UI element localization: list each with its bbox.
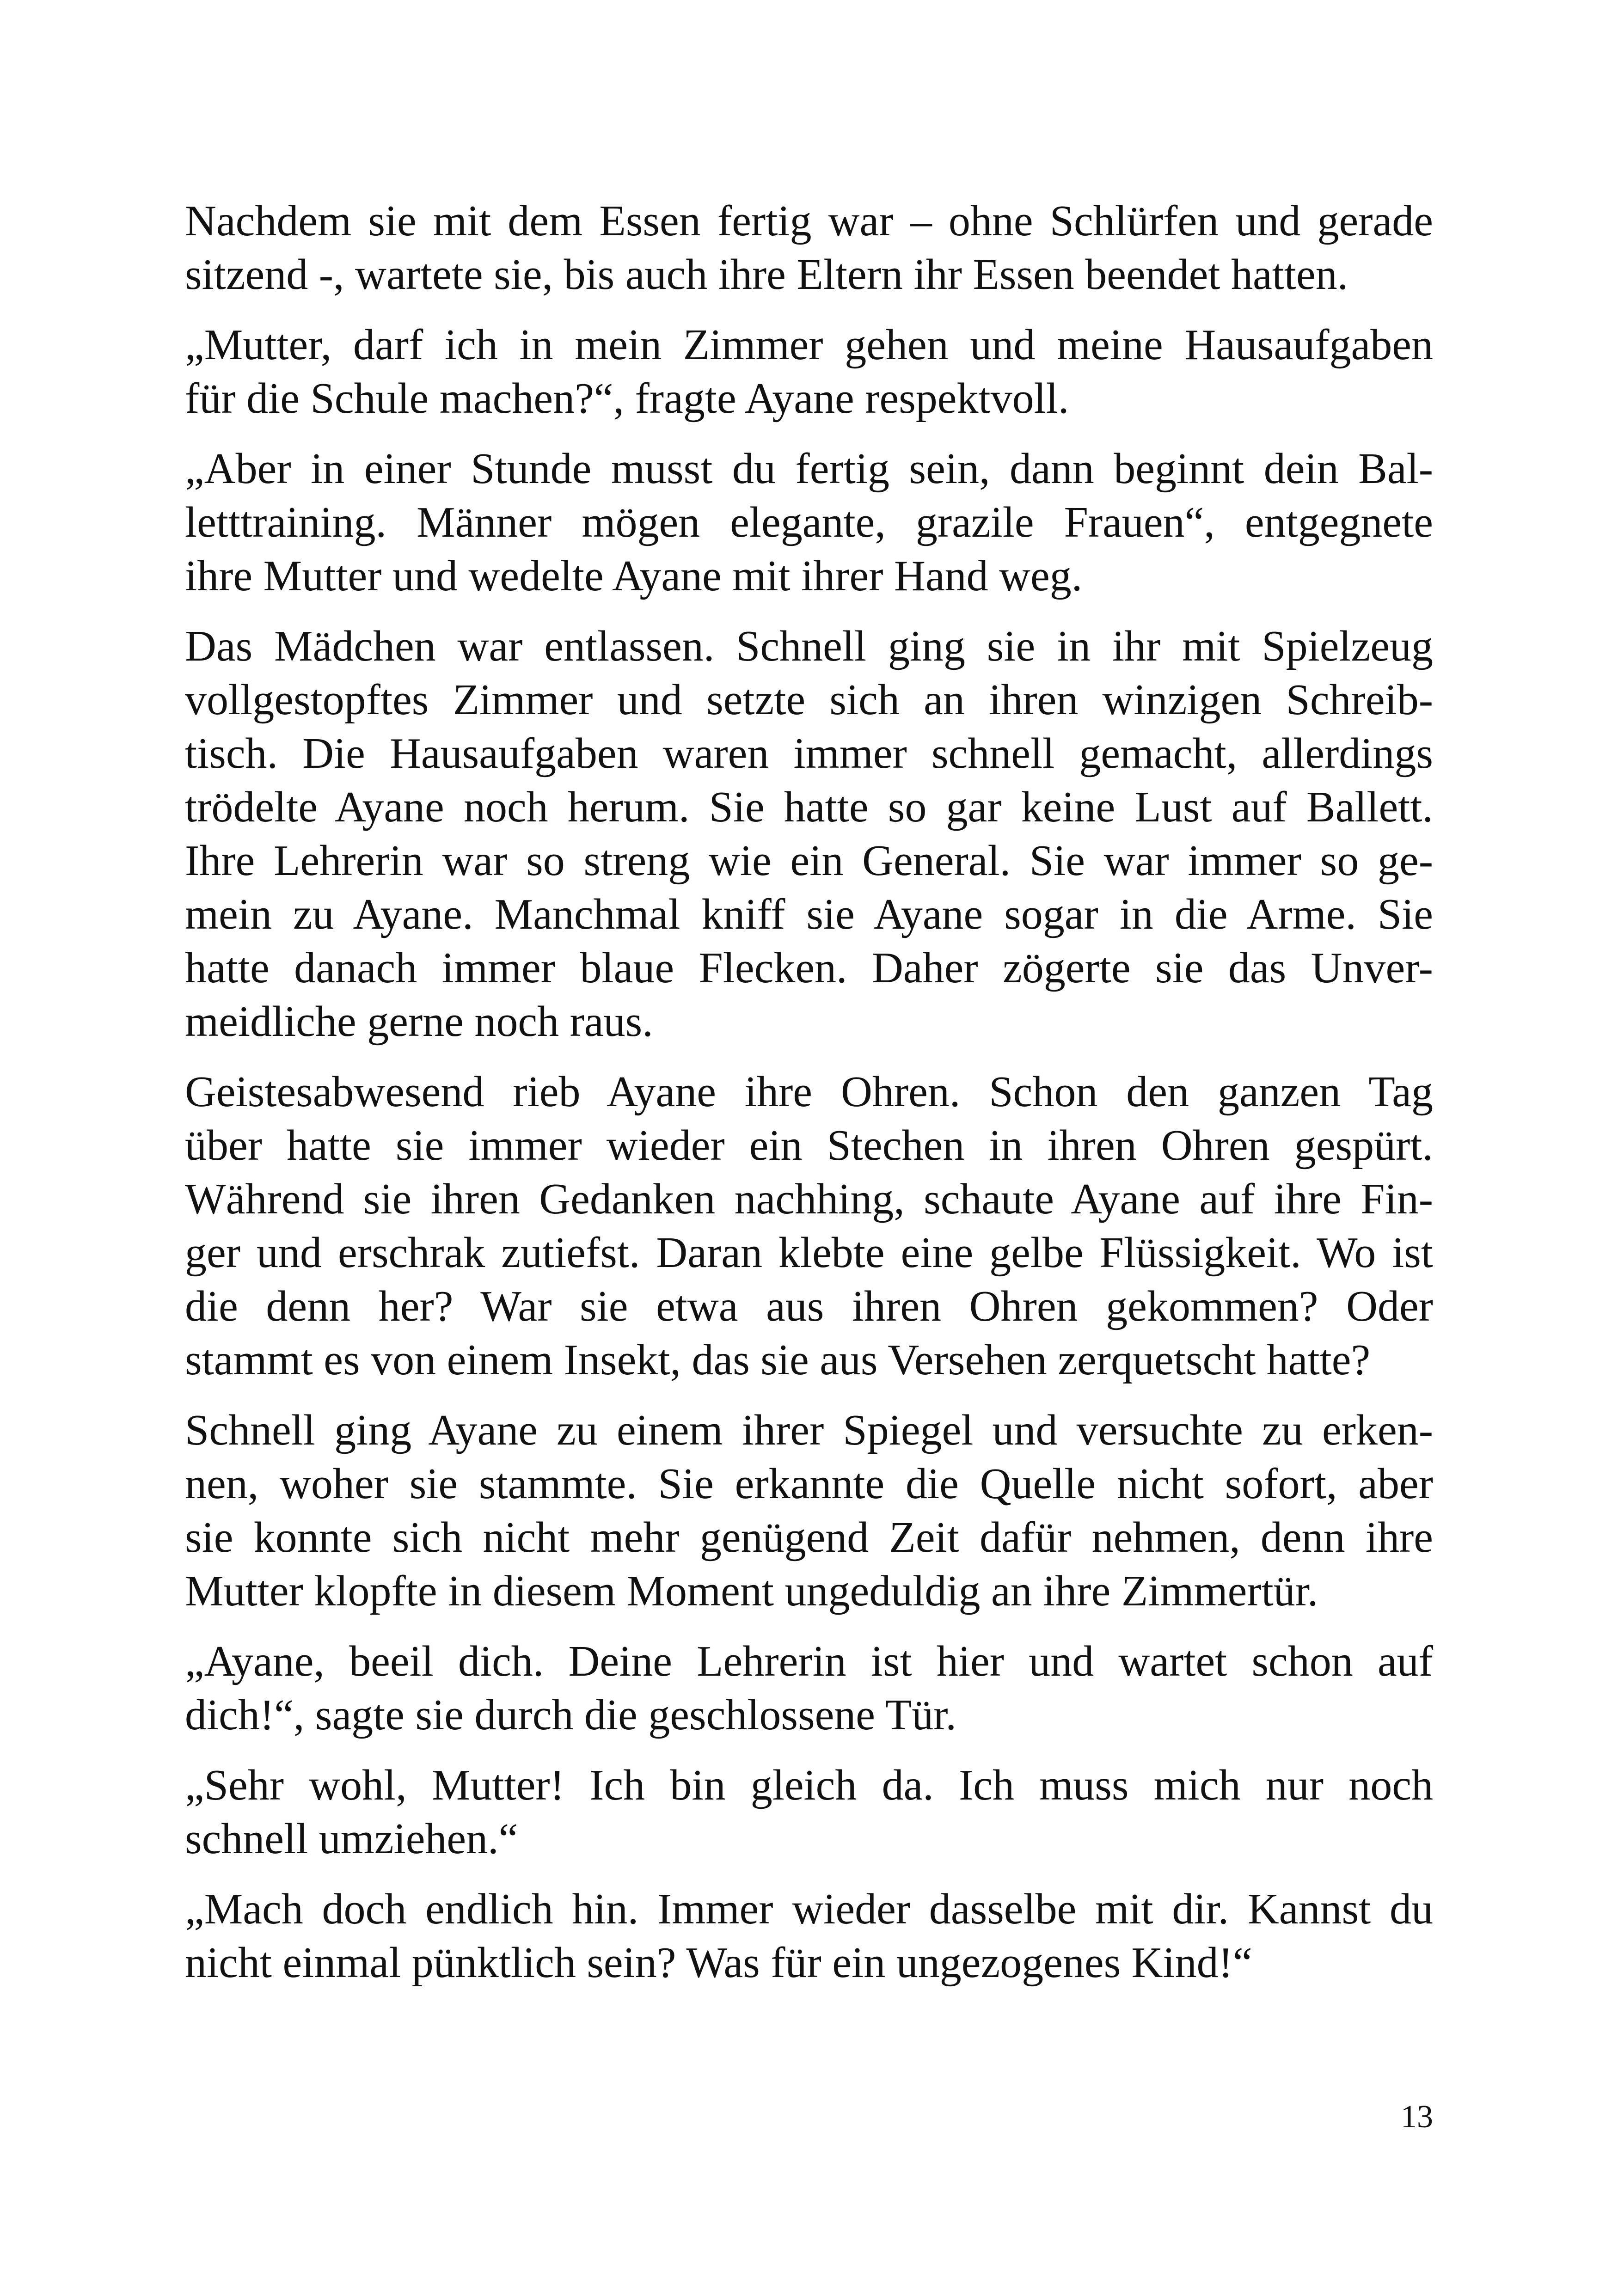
text-line: Mutter klopfte in diesem Moment ungeduldig an ihre Zimmertür.	[185, 1567, 1318, 1615]
text-line: die denn her? War sie etwa aus ihren Ohren gekommen? Oder	[185, 1282, 1433, 1330]
text-line: „Ayane, beeil dich. Deine Lehrerin ist hier und wartet schon auf	[185, 1637, 1433, 1685]
text-line: Geistesabwesend rieb Ayane ihre Ohren. Schon den ganzen Tag	[185, 1068, 1433, 1116]
text-line: über hatte sie immer wieder ein Stechen in ihren Ohren gespürt.	[185, 1121, 1433, 1169]
text-line: „Aber in einer Stunde musst du fertig sein, dann beginnt dein Bal-	[185, 445, 1433, 493]
text-line: Ihre Lehrerin war so streng wie ein General. Sie war immer so ge-	[185, 837, 1433, 885]
text-line: sitzend -, wartete sie, bis auch ihre Eltern ihr Essen beendet hatten.	[185, 251, 1348, 299]
text-line: hatte danach immer blaue Flecken. Daher zögerte sie das Unver-	[185, 944, 1433, 992]
text-line: tisch. Die Hausaufgaben waren immer schnell gemacht, allerdings	[185, 729, 1433, 778]
text-line: nen, woher sie stammte. Sie erkannte die Quelle nicht sofort, aber	[185, 1460, 1433, 1508]
text-line: vollgestopftes Zimmer und setzte sich an ihren winzigen Schreib-	[185, 676, 1433, 724]
text-line: ger und erschrak zutiefst. Daran klebte eine gelbe Flüssigkeit. Wo ist	[185, 1229, 1433, 1277]
text-line: meidliche gerne noch raus.	[185, 998, 653, 1046]
text-line: „Mutter, darf ich in mein Zimmer gehen und meine Hausaufgaben	[185, 321, 1433, 369]
text-line: schnell umziehen.“	[185, 1815, 518, 1863]
paragraph	[185, 442, 1433, 603]
text-line: Das Mädchen war entlassen. Schnell ging sie in ihr mit Spielzeug	[185, 622, 1433, 670]
text-line: trödelte Ayane noch herum. Sie hatte so gar keine Lust auf Ballett.	[185, 783, 1433, 831]
paragraph	[185, 1758, 1433, 1866]
text-line: „Mach doch endlich hin. Immer wieder dasselbe mit dir. Kannst du	[185, 1885, 1433, 1933]
paragraph	[185, 1882, 1433, 1990]
text-line: nicht einmal pünktlich sein? Was für ein ungezogenes Kind!“	[185, 1939, 1252, 1987]
text-line: Schnell ging Ayane zu einem ihrer Spiegel und versuchte zu erken-	[185, 1406, 1433, 1454]
paragraph	[185, 1635, 1433, 1742]
text-line: stammt es von einem Insekt, das sie aus Versehen zerquetscht hatte?	[185, 1336, 1371, 1384]
text-line: dich!“, sagte sie durch die geschlossene Tür.	[185, 1691, 956, 1739]
text-line: sie konnte sich nicht mehr genügend Zeit dafür nehmen, denn ihre	[185, 1513, 1433, 1561]
paragraph	[185, 1403, 1433, 1618]
paragraph	[185, 194, 1433, 301]
text-line: mein zu Ayane. Manchmal kniff sie Ayane sogar in die Arme. Sie	[185, 890, 1433, 938]
text-line: „Sehr wohl, Mutter! Ich bin gleich da. Ich muss mich nur noch	[185, 1761, 1433, 1809]
book-page-body	[185, 194, 1433, 2006]
text-line: für die Schule machen?“, fragte Ayane respektvoll.	[185, 374, 1069, 422]
paragraph	[185, 1065, 1433, 1387]
text-line: Nachdem sie mit dem Essen fertig war – ohne Schlürfen und gerade	[185, 197, 1433, 245]
page-number: 13	[1401, 2099, 1433, 2135]
paragraph	[185, 619, 1433, 1048]
text-line: letttraining. Männer mögen elegante, grazile Frauen“, entgegnete	[185, 498, 1433, 546]
paragraph	[185, 318, 1433, 425]
text-line: Während sie ihren Gedanken nachhing, schaute Ayane auf ihre Fin-	[185, 1175, 1433, 1223]
text-line: ihre Mutter und wedelte Ayane mit ihrer Hand weg.	[185, 552, 1083, 600]
